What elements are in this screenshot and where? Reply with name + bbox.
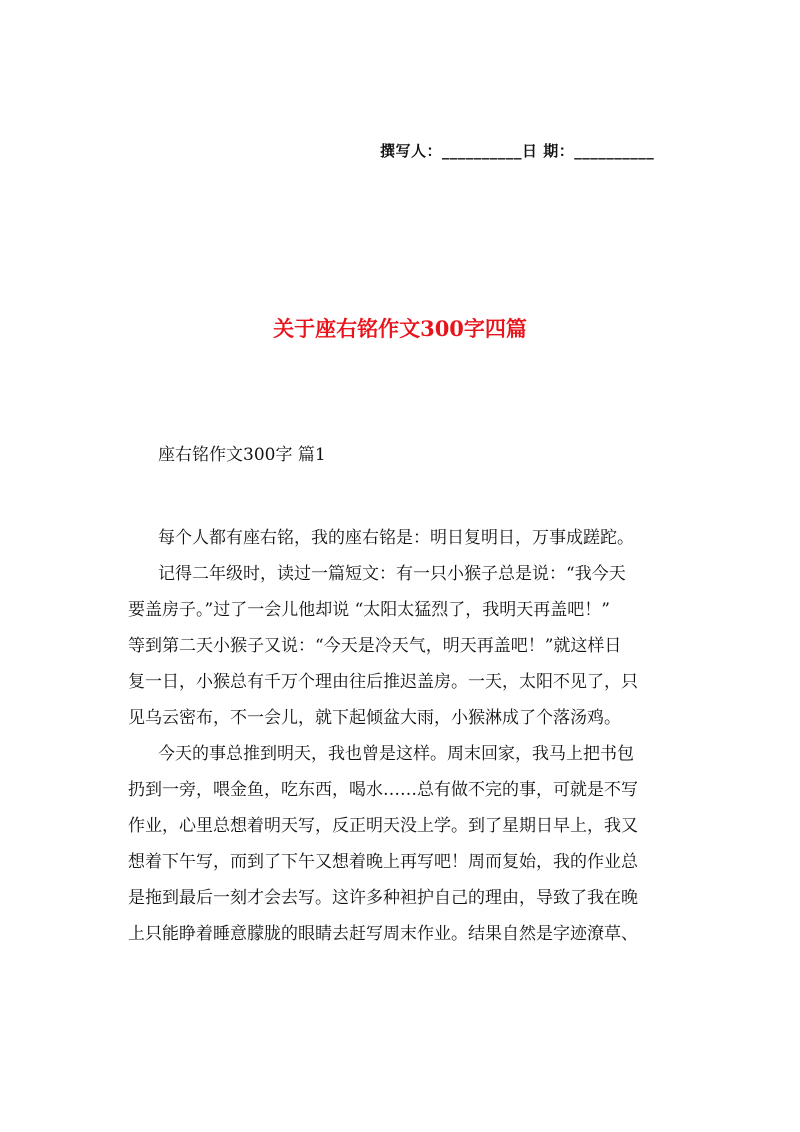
paragraph bbox=[128, 736, 684, 952]
paragraph-line: 记得二年级时，读过一篇短文：有一只小猴子总是说：“我今天 bbox=[158, 564, 626, 584]
paragraph-line: 复一日，小猴总有千万个理由往后推迟盖房。一天，太阳不见了，只 bbox=[128, 672, 638, 692]
author-label: 撰写人： bbox=[380, 142, 443, 160]
author-blank: __________ bbox=[442, 142, 523, 160]
paragraph bbox=[128, 556, 684, 736]
section-heading: 座右铭作文300字 篇1 bbox=[158, 445, 326, 465]
author-date-line bbox=[380, 140, 654, 161]
paragraph-line: 作业，心里总想着明天写，反正明天没上学。到了星期日早上，我又 bbox=[128, 816, 638, 836]
paragraph-line: 等到第二天小猴子又说：“今天是冷天气，明天再盖吧！”就这样日 bbox=[128, 636, 622, 656]
paragraph-line: 见乌云密布，不一会儿，就下起倾盆大雨，小猴淋成了个落汤鸡。 bbox=[128, 708, 621, 728]
paragraph-line: 今天的事总推到明天，我也曾是这样。周末回家，我马上把书包 bbox=[158, 744, 634, 764]
paragraph-line: 上只能睁着睡意朦胧的眼睛去赶写周末作业。结果自然是字迹潦草、 bbox=[128, 924, 638, 944]
body-text bbox=[128, 520, 684, 952]
paragraph bbox=[128, 520, 684, 556]
paragraph-line: 要盖房子。”过了一会儿他却说 “太阳太猛烈了，我明天再盖吧！” bbox=[128, 600, 610, 620]
document-title: 关于座右铭作文300字四篇 bbox=[273, 316, 527, 341]
paragraph-line: 每个人都有座右铭，我的座右铭是：明日复明日，万事成蹉跎。 bbox=[158, 528, 634, 548]
paragraph-line: 想着下午写，而到了下午又想着晚上再写吧！周而复始，我的作业总 bbox=[128, 852, 638, 872]
date-label: 日 期： bbox=[522, 142, 575, 160]
date-blank: __________ bbox=[574, 142, 655, 160]
paragraph-line: 是拖到最后一刻才会去写。这许多种袒护自己的理由，导致了我在晚 bbox=[128, 888, 638, 908]
paragraph-line: 扔到一旁，喂金鱼，吃东西，喝水……总有做不完的事，可就是不写 bbox=[128, 780, 638, 800]
